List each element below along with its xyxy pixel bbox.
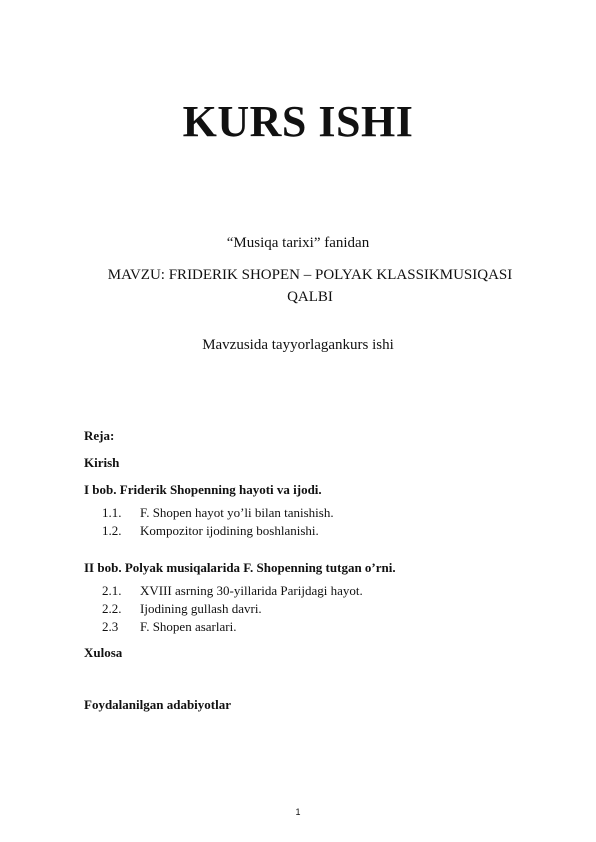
item-number: 2.2. <box>102 601 122 616</box>
item-number: 2.3 <box>102 619 119 634</box>
list-item <box>84 600 524 618</box>
plan-heading: Reja: <box>84 428 115 443</box>
chapter1-title: I bob. Friderik Shopenning hayoti va ijodi. <box>84 482 322 497</box>
item-text: Kompozitor ijodining boshlanishi. <box>140 523 319 538</box>
conclusion-item: Xulosa <box>84 645 123 660</box>
item-text: F. Shopen asarlari. <box>140 619 237 634</box>
prepared-line: Mavzusida tayyorlagankurs ishi <box>202 337 394 353</box>
item-number: 1.1. <box>102 505 122 520</box>
page-number: 1 <box>295 807 301 817</box>
item-number: 1.2. <box>102 523 122 538</box>
plan-section <box>84 427 524 714</box>
chapter2-title: II bob. Polyak musiqalarida F. Shopenning tutgan o’rni. <box>84 560 396 575</box>
subject-line: “Musiqa tarixi” fanidan <box>226 235 370 251</box>
item-text: Ijodining gullash davri. <box>140 601 262 616</box>
list-item <box>84 582 524 600</box>
list-item <box>84 618 524 636</box>
list-item <box>84 504 524 522</box>
topic-line: MAVZU: FRIDERIK SHOPEN – POLYAK KLASSIKMUSIQASI QALBI <box>107 267 513 305</box>
item-number: 2.1. <box>102 583 122 598</box>
intro-item: Kirish <box>84 455 120 470</box>
item-text: F. Shopen hayot yo’li bilan tanishish. <box>140 505 334 520</box>
list-item <box>84 522 524 540</box>
references-item: Foydalanilgan adabiyotlar <box>84 697 231 712</box>
document-title: KURS ISHI <box>182 97 414 146</box>
item-text: XVIII asrning 30-yillarida Parijdagi hayot. <box>140 583 363 598</box>
